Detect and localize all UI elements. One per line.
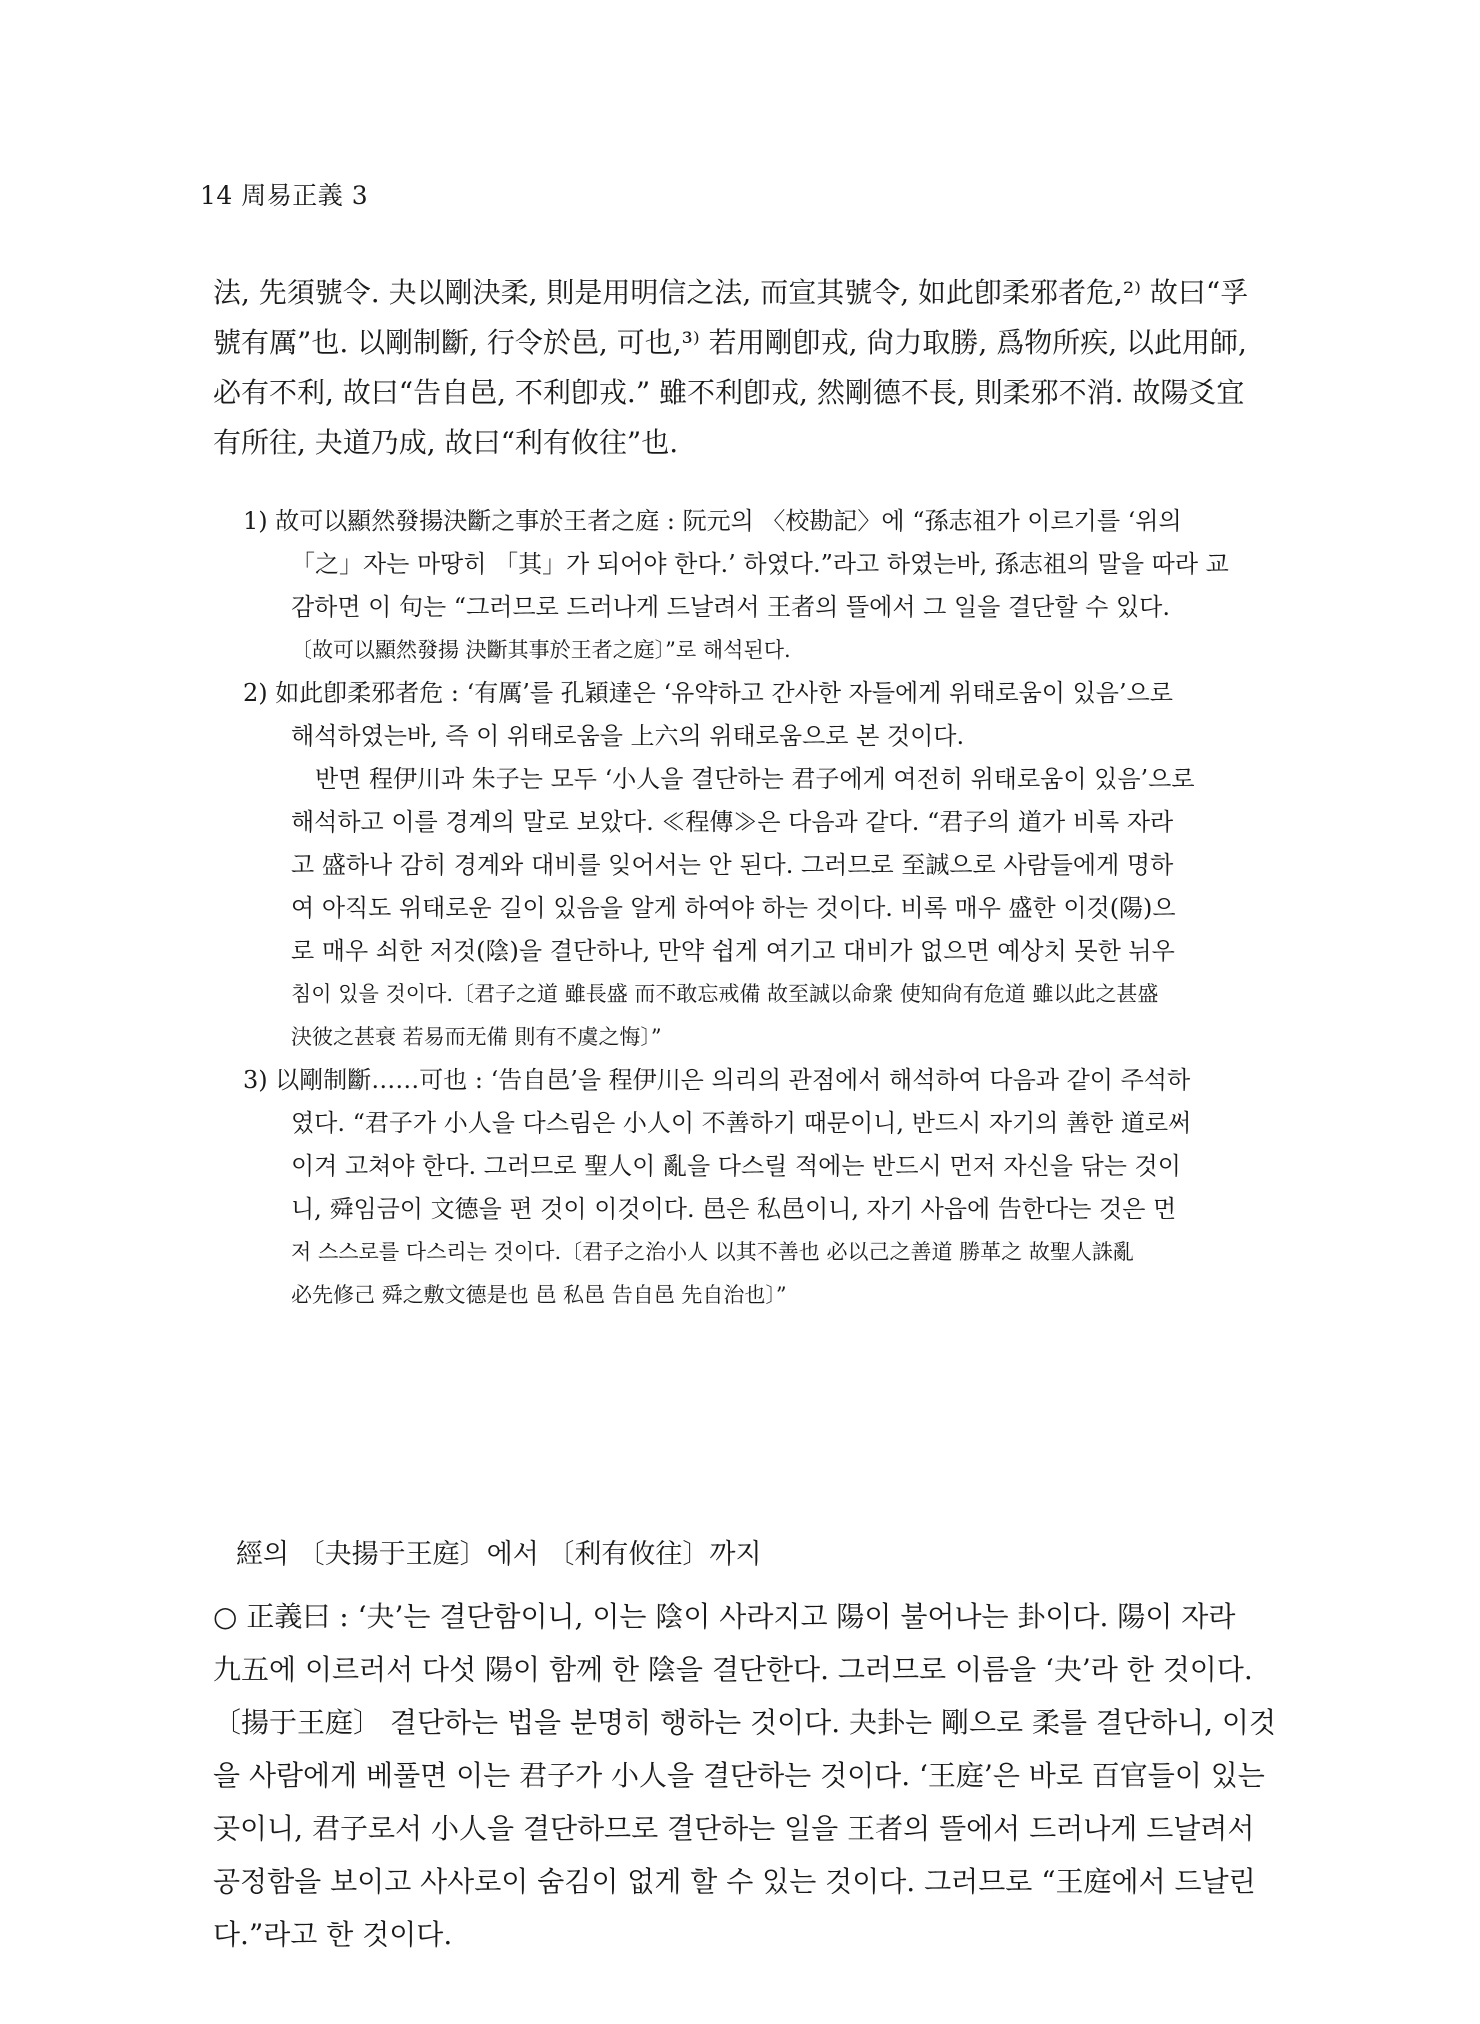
footnote-3-line: 니, 舜임금이 文德을 편 것이 이것이다. 邑은 私邑이니, 자기 사읍에 告한다는 것은 먼 <box>291 1195 1177 1223</box>
footnote-1-line: 「之」자는 마땅히 「其」가 되어야 한다.’ 하였다.”라고 하였는바, 孫志祖의 말을 따라 교 <box>291 550 1229 578</box>
footnotes <box>243 500 1278 1317</box>
footnote-2-line: 2) 如此卽柔邪者危 : ‘有厲’를 孔穎達은 ‘유약하고 간사한 자들에게 위태로움이 있음’으로 <box>243 679 1173 707</box>
commentary-line: ○ 正義曰 : ‘夬’는 결단함이니, 이는 陰이 사라지고 陽이 불어나는 卦이다. 陽이 자라 <box>213 1600 1236 1633</box>
commentary-line: 〔揚于王庭〕 결단하는 법을 분명히 행하는 것이다. 夬卦는 剛으로 柔를 결단하니, 이것 <box>213 1706 1277 1739</box>
running-header <box>200 176 368 212</box>
main-line: 有所往, 夬道乃成, 故曰“利有攸往”也. <box>213 426 679 459</box>
footnote-2-line: 침이 있을 것이다.〔君子之道 雖長盛 而不敢忘戒備 故至誠以命衆 使知尙有危道 雖以此之甚盛 <box>291 982 1159 1006</box>
footnote-2-line: 고 盛하나 감히 경계와 대비를 잊어서는 안 된다. 그러므로 至誠으로 사람들에게 명하 <box>291 851 1174 879</box>
footnote-2-line: 해석하고 이를 경계의 말로 보았다. ≪程傳≫은 다음과 같다. “君子의 道가 비록 자라 <box>291 808 1174 836</box>
commentary-line: 을 사람에게 베풀면 이는 君子가 小人을 결단하는 것이다. ‘王庭’은 바로 百官들이 있는 <box>213 1759 1265 1792</box>
section-heading: 經의 〔夬揚于王庭〕에서 〔利有攸往〕까지 <box>236 1539 762 1570</box>
footnote-2-line: 여 아직도 위태로운 길이 있음을 알게 하여야 하는 것이다. 비록 매우 盛한 이것(陽)으 <box>291 894 1176 922</box>
commentary-line: 九五에 이르러서 다섯 陽이 함께 한 陰을 결단한다. 그러므로 이름을 ‘夬’라 한 것이다. <box>213 1653 1253 1686</box>
footnote-1-line: 감하면 이 句는 “그러므로 드러나게 드날려서 王者의 뜰에서 그 일을 결단할 수 있다. <box>291 593 1170 621</box>
main-paragraph <box>213 268 1278 468</box>
footnote-3-line: 였다. “君子가 小人을 다스림은 小人이 不善하기 때문이니, 반드시 자기의 善한 道로써 <box>291 1109 1192 1137</box>
footnote-1-line: 〔故可以顯然發揚 決斷其事於王者之庭〕”로 해석된다. <box>291 638 791 662</box>
commentary-line: 공정함을 보이고 사사로이 숨김이 없게 할 수 있는 것이다. 그러므로 “王庭에서 드날린 <box>213 1865 1256 1898</box>
book-title: 周易正義 3 <box>241 181 369 210</box>
page-number: 14 <box>200 181 233 210</box>
footnote-1-line: 1) 故可以顯然發揚決斷之事於王者之庭 : 阮元의 〈校勘記〉에 “孫志祖가 이르기를 ‘위의 <box>243 507 1182 535</box>
footnote-2-line: 로 매우 쇠한 저것(陰)을 결단하나, 만약 쉽게 여기고 대비가 없으면 예상치 못한 뉘우 <box>291 937 1175 965</box>
commentary-line: 다.”라고 한 것이다. <box>213 1918 453 1951</box>
main-line: 法, 先須號令. 夬以剛決柔, 則是用明信之法, 而宣其號令, 如此卽柔邪者危,²⁾ 故曰“孚 <box>213 276 1249 309</box>
footnote-2-line: 반면 程伊川과 朱子는 모두 ‘小人을 결단하는 君子에게 여전히 위태로움이 있음’으로 <box>315 765 1195 793</box>
footnote-3-line: 3) 以剛制斷……可也 : ‘告自邑’을 程伊川은 의리의 관점에서 해석하여 다음과 같이 주석하 <box>243 1066 1191 1094</box>
main-line: 號有厲”也. 以剛制斷, 行令於邑, 可也,³⁾ 若用剛卽戎, 尙力取勝, 爲物所疾, 以此用師, <box>213 326 1247 359</box>
footnote-3-line: 이겨 고쳐야 한다. 그러므로 聖人이 亂을 다스릴 적에는 반드시 먼저 자신을 닦는 것이 <box>291 1152 1181 1180</box>
main-line: 必有不利, 故曰“告自邑, 不利卽戎.” 雖不利卽戎, 然剛德不長, 則柔邪不消. 故陽爻宜 <box>213 376 1245 409</box>
commentary-line: 곳이니, 君子로서 小人을 결단하므로 결단하는 일을 王者의 뜰에서 드러나게 드날려서 <box>213 1812 1255 1845</box>
footnote-2-line: 決彼之甚衰 若易而无備 則有不虞之悔〕” <box>291 1025 662 1049</box>
footnote-2-line: 해석하였는바, 즉 이 위태로움을 上六의 위태로움으로 본 것이다. <box>291 722 965 750</box>
footnote-3-line: 저 스스로를 다스리는 것이다.〔君子之治小人 以其不善也 必以己之善道 勝革之 故聖人誅亂 <box>291 1240 1134 1264</box>
footnote-3-line: 必先修己 舜之敷文德是也 邑 私邑 告自邑 先自治也〕” <box>291 1283 787 1307</box>
commentary-paragraph <box>213 1590 1278 1961</box>
